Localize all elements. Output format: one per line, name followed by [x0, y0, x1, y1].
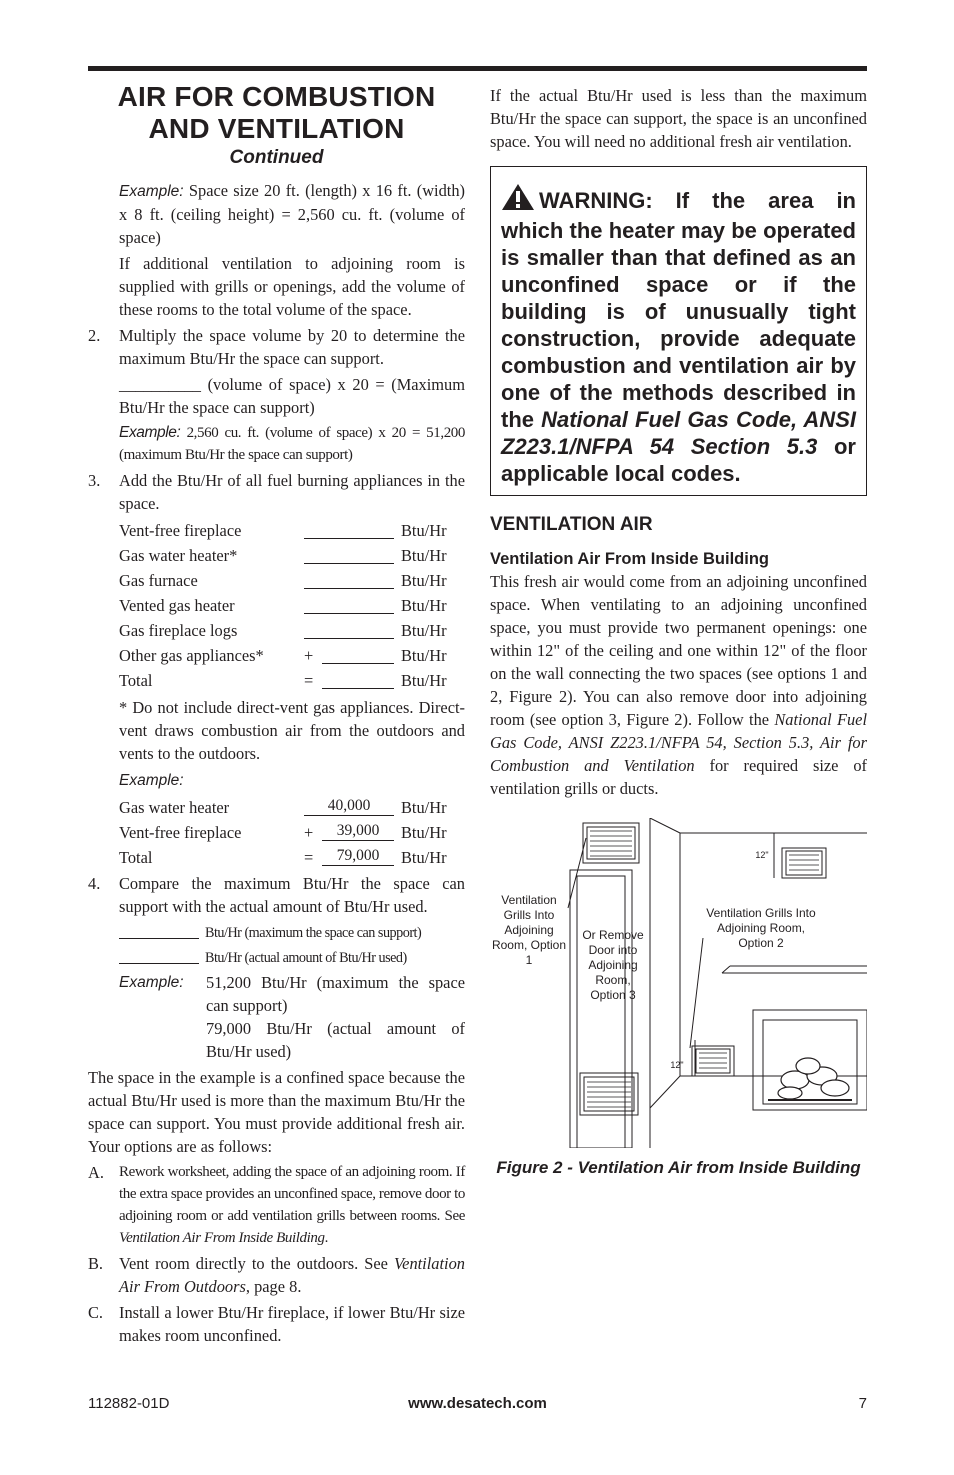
- step-number: 4.: [88, 874, 101, 893]
- compare-label: Btu/Hr (maximum the space can support): [205, 925, 422, 941]
- compare-label: Btu/Hr (actual amount of Btu/Hr used): [205, 950, 407, 966]
- right-column: [490, 84, 867, 1179]
- option-end: .: [324, 1230, 328, 1246]
- worksheet-row: [119, 618, 465, 643]
- option-c: [88, 1301, 465, 1347]
- confined-paragraph: The space in the example is a confined space because the actual Btu/Hr used is more than the maximum Btu/Hr the space can support. You must provide additional fresh air. Your options are as follows:: [88, 1068, 465, 1156]
- option-body: Rework worksheet, adding the space of an adjoining room. If the extra space provides an unconfined space, remove door to adjoining room or add ventilation grills between rooms. See: [119, 1164, 465, 1224]
- warning-box: [490, 166, 867, 496]
- blank-line: [322, 646, 394, 664]
- worksheet-row: [119, 568, 465, 593]
- example-row: [119, 795, 465, 820]
- example-label: Example:: [119, 772, 184, 789]
- option-ref: Ventilation Air From Outdoors: [119, 1254, 465, 1296]
- blank-line: [119, 946, 199, 964]
- label-option-1: Ventilation Grills Into Adjoining Room, Option 1: [491, 893, 567, 967]
- unit: Btu/Hr: [401, 671, 447, 690]
- label-option-2: Ventilation Grills Into Adjoining Room, Option 2: [706, 906, 816, 950]
- value: 79,000: [322, 847, 394, 866]
- left-column: [88, 71, 465, 1350]
- step-text: Multiply the space volume by 20 to determine the maximum Btu/Hr the space can support.: [119, 326, 465, 368]
- blank-line: [304, 571, 394, 589]
- worksheet-row: [119, 593, 465, 618]
- room-illustration: [490, 818, 867, 1148]
- unit: Btu/Hr: [401, 571, 447, 590]
- unit: Btu/Hr: [401, 596, 447, 615]
- step-text: Compare the maximum Btu/Hr the space can support with the actual amount of Btu/Hr used.: [119, 874, 465, 916]
- blank-line: [304, 596, 394, 614]
- step-2-blank: __________ (volume of space) x 20 = (Maximum Btu/Hr the space can support): [119, 375, 465, 417]
- unit: Btu/Hr: [401, 646, 447, 665]
- example-1: [88, 179, 465, 249]
- footnote: * Do not include direct-vent gas appliances. Direct-vent draws combustion air from the outdoors and vents to the outdoors.: [119, 698, 465, 763]
- dimension-bottom: 12": [670, 1060, 684, 1070]
- figure-caption: Figure 2 - Ventilation Air from Inside Building: [496, 1158, 861, 1177]
- option-text: [119, 1161, 465, 1249]
- example-4: [119, 971, 465, 1063]
- example-label: Example:: [119, 974, 184, 991]
- example-value-1: 51,200 Btu/Hr (maximum the space can support): [206, 973, 465, 1015]
- doc-number: 112882-01D: [88, 1395, 170, 1412]
- appliance-label: Vented gas heater: [119, 596, 235, 615]
- step-3: [88, 469, 465, 515]
- body-ref: National Fuel Gas Code, ANSI Z223.1/NFPA 54, Section 5.3, Air for Combustion and Ventilation: [490, 710, 868, 775]
- unit: Btu/Hr: [401, 621, 447, 640]
- option-text: [119, 1252, 465, 1298]
- appliance-label: Gas water heater*: [119, 546, 238, 565]
- compare-row-2: [119, 946, 465, 971]
- example-value-2: 79,000 Btu/Hr (actual amount of Btu/Hr used): [206, 1019, 465, 1061]
- ventilation-paragraph: [490, 570, 867, 800]
- operator: +: [304, 646, 314, 665]
- example-row: [119, 845, 465, 870]
- option-letter: B.: [88, 1254, 104, 1273]
- example-label: Example:: [119, 424, 181, 441]
- option-a: [88, 1161, 465, 1249]
- appliance-worksheet: [119, 518, 465, 693]
- step-text: Add the Btu/Hr of all fuel burning appliances in the space.: [119, 471, 465, 513]
- unit: Btu/Hr: [401, 798, 447, 817]
- body-text: This fresh air would come from an adjoining unconfined space. When ventilating to an adjoining unconfined space, you must provide two permanent openings: one within 12" of the ceiling and one within 12" of the floor on the wall connecting the two spaces (see options 1 and 2, Figure 2). You can also remove door into adjoining room (see option 3, Figure 2). Follow the: [490, 572, 867, 729]
- unit: Btu/Hr: [401, 848, 447, 867]
- page-title: [88, 81, 465, 145]
- operator: +: [304, 823, 314, 842]
- blank-line: [119, 921, 199, 939]
- title-line-2: AND VENTILATION: [148, 113, 405, 144]
- section-heading: VENTILATION AIR: [490, 514, 653, 535]
- example-2: [88, 422, 465, 466]
- warning-text: WARNING: If the area in which the heater may be operated is smaller than that defined as an unconfined space or if the building is of unusually tight construction, provide adequate combustion and ventilation air by one of the methods described in the: [501, 188, 856, 432]
- label-option-3: Or Remove Door into Adjoining Room, Option 3: [582, 928, 644, 1002]
- figure-2: [490, 818, 867, 1148]
- compare-row-1: [119, 921, 465, 946]
- blank-line: [322, 671, 394, 689]
- option-b: [88, 1252, 465, 1298]
- warning-end: or applicable local codes.: [501, 434, 856, 486]
- title-continued: Continued: [229, 147, 324, 168]
- value: 39,000: [322, 822, 394, 841]
- appliance-label: Gas water heater: [119, 798, 230, 817]
- option-letter: A.: [88, 1163, 104, 1182]
- operator: =: [304, 848, 314, 867]
- warning-ref: National Fuel Gas Code, ANSI Z223.1/NFPA 54 Section 5.3: [501, 407, 856, 459]
- adjoining-paragraph: If additional ventilation to adjoining room is supplied with grills or openings, add the volume of these rooms to the total volume of the space.: [119, 254, 465, 319]
- example-text: 2,560 cu. ft. (volume of space) x 20 = 51,200 (maximum Btu/Hr the space can support): [119, 425, 465, 463]
- appliance-label: Vent-free fireplace: [119, 823, 242, 842]
- dimension-top: 12": [755, 850, 769, 860]
- unit: Btu/Hr: [401, 546, 447, 565]
- example-values: [206, 971, 465, 1063]
- worksheet-row: [119, 543, 465, 568]
- website-link: www.desatech.com: [408, 1395, 547, 1412]
- example-worksheet: [119, 795, 465, 870]
- appliance-label: Other gas appliances*: [119, 646, 264, 665]
- operator: =: [304, 671, 314, 690]
- step-4: [88, 872, 465, 918]
- appliance-label: Gas furnace: [119, 571, 198, 590]
- option-end: , page 8.: [245, 1277, 302, 1296]
- sub-heading: Ventilation Air From Inside Building: [490, 550, 769, 568]
- appliance-label: Total: [119, 848, 153, 867]
- appliance-label: Total: [119, 671, 153, 690]
- appliance-label: Vent-free fireplace: [119, 521, 242, 540]
- warning-icon: [501, 183, 535, 217]
- step-number: 3.: [88, 471, 101, 490]
- step-2: [88, 324, 465, 370]
- worksheet-row: [119, 668, 465, 693]
- body-end: for required size of ventilation grills or ducts.: [490, 756, 867, 798]
- blank-line: [304, 621, 394, 639]
- option-ref: Ventilation Air From Inside Building: [119, 1230, 325, 1246]
- worksheet-row: [119, 643, 465, 668]
- title-line-1: AIR FOR COMBUSTION: [117, 81, 436, 112]
- unit: Btu/Hr: [401, 823, 447, 842]
- unit: Btu/Hr: [401, 521, 447, 540]
- worksheet-row: [119, 518, 465, 543]
- blank-line: [304, 546, 394, 564]
- value: 40,000: [304, 797, 394, 816]
- intro-paragraph: If the actual Btu/Hr used is less than the maximum Btu/Hr the space can support, the space is an unconfined space. You will need no additional fresh air ventilation.: [490, 86, 867, 151]
- option-letter: C.: [88, 1303, 104, 1322]
- page-number: 7: [858, 1395, 867, 1412]
- example-3-label: [88, 768, 465, 792]
- example-text: Space size 20 ft. (length) x 16 ft. (width) x 8 ft. (ceiling height) = 2,560 cu. ft. (volume of space): [119, 181, 465, 247]
- example-label: Example:: [119, 183, 184, 200]
- blank-line: [304, 521, 394, 539]
- option-text: Install a lower Btu/Hr fireplace, if lower Btu/Hr size makes room unconfined.: [119, 1303, 465, 1345]
- example-row: [119, 820, 465, 845]
- option-body: Vent room directly to the outdoors. See: [119, 1254, 394, 1273]
- appliance-label: Gas fireplace logs: [119, 621, 238, 640]
- step-number: 2.: [88, 326, 101, 345]
